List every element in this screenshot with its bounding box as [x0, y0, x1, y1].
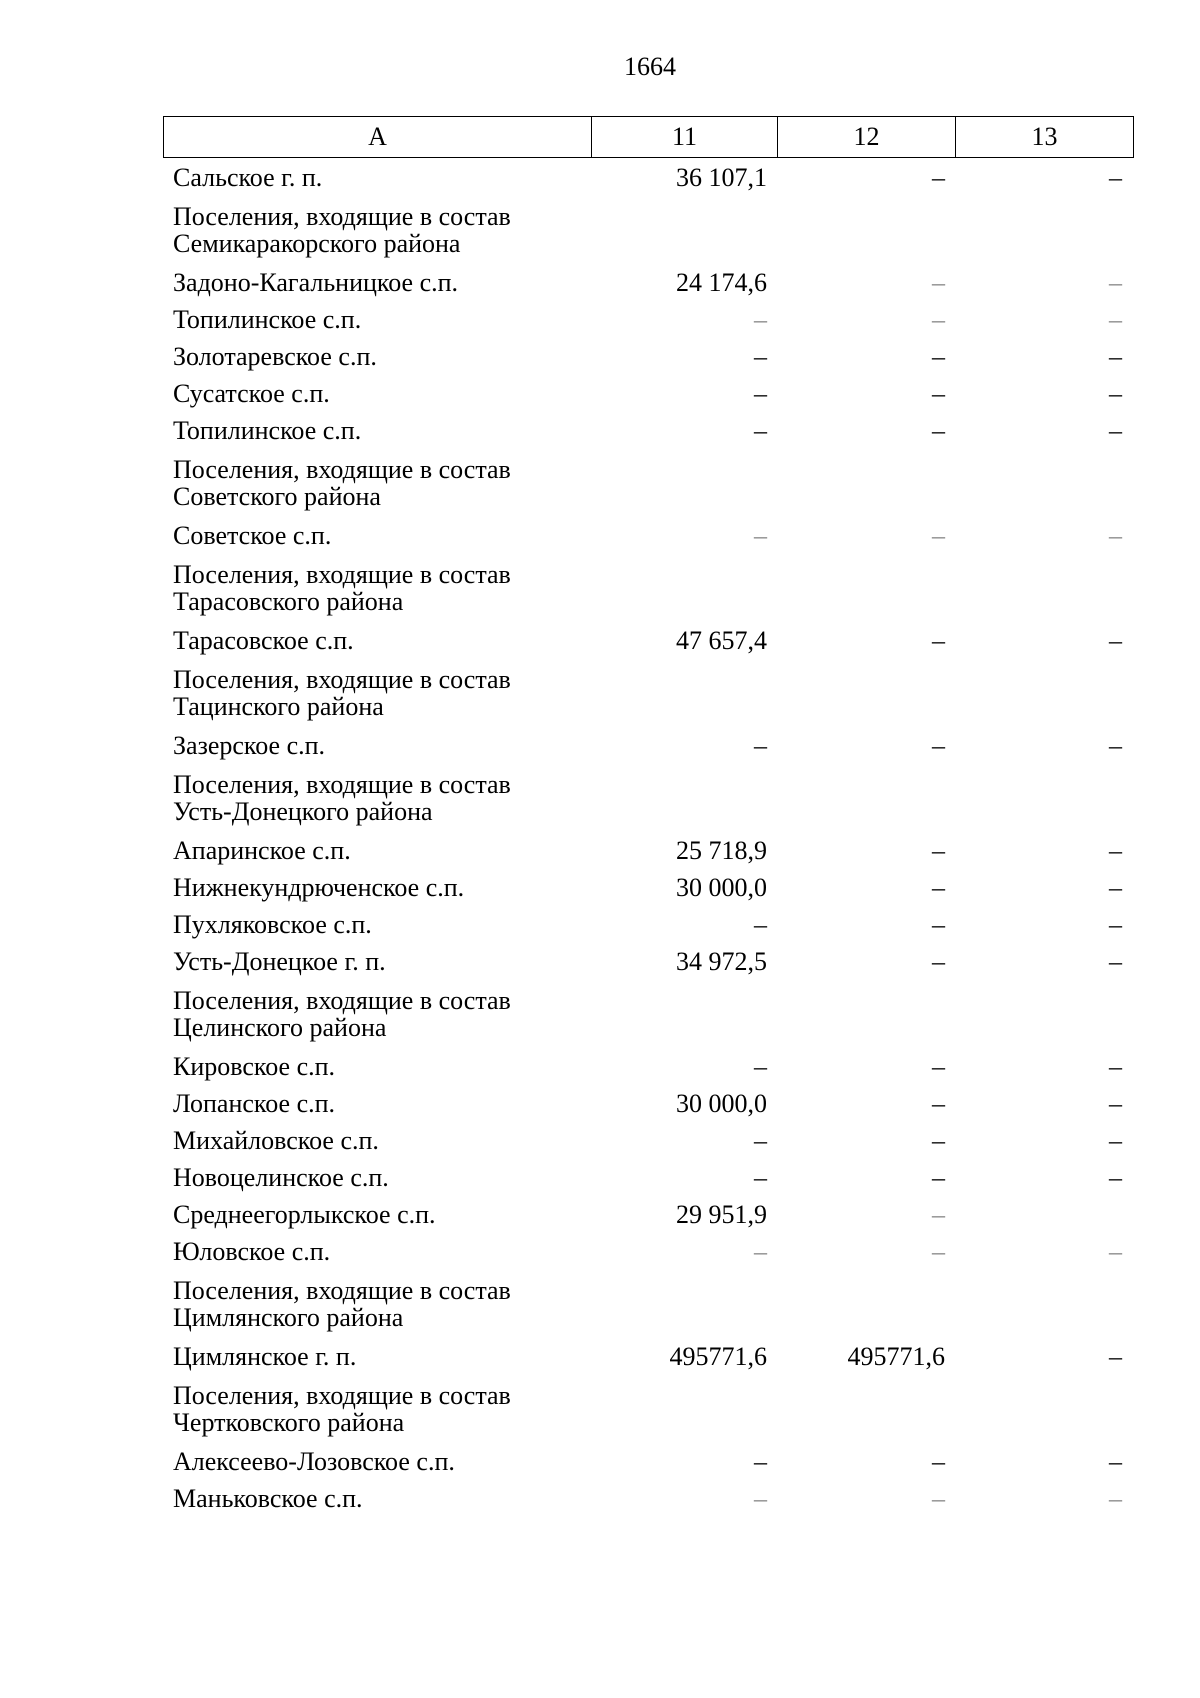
value-col-11: 495771,6	[669, 1342, 767, 1371]
value-col-12: –	[932, 1200, 945, 1229]
value-col-13: –	[1109, 731, 1122, 760]
table-row	[163, 302, 1132, 339]
value-col-13: –	[1109, 1163, 1122, 1192]
settlement-name: Среднеегорлыкское с.п.	[173, 1200, 436, 1229]
value-col-11: –	[754, 416, 767, 445]
table-row	[163, 376, 1132, 413]
table-row	[163, 1339, 1132, 1376]
value-col-13: –	[1109, 1089, 1122, 1118]
settlement-name: Алексеево-Лозовское с.п.	[173, 1447, 455, 1476]
value-col-11	[591, 456, 777, 510]
value-col-11: –	[754, 1126, 767, 1155]
settlement-name: Поселения, входящие в состав Тацинского района	[173, 665, 511, 721]
value-col-12: –	[932, 731, 945, 760]
value-col-13	[955, 1277, 1132, 1331]
header-col-a: А	[164, 117, 592, 157]
value-col-11: –	[754, 379, 767, 408]
settlement-name: Юловское с.п.	[173, 1237, 331, 1266]
value-col-12	[777, 456, 955, 510]
header-col-11: 11	[592, 117, 778, 157]
value-col-13: –	[1109, 873, 1122, 902]
table-row	[163, 728, 1132, 765]
value-col-13: –	[1109, 416, 1122, 445]
value-col-11: –	[754, 910, 767, 939]
value-col-11: 29 951,9	[676, 1200, 767, 1229]
settlement-name: Тарасовское с.п.	[173, 626, 354, 655]
value-col-12	[777, 771, 955, 825]
settlement-name: Апаринское с.п.	[173, 836, 351, 865]
value-col-12: –	[932, 1089, 945, 1118]
group-heading-row	[163, 197, 1132, 265]
settlement-name: Топилинское с.п.	[173, 305, 362, 334]
header-col-12: 12	[778, 117, 956, 157]
value-col-12: –	[932, 268, 945, 297]
value-col-12: –	[932, 163, 945, 192]
group-heading-row	[163, 981, 1132, 1049]
settlement-name: Новоцелинское с.п.	[173, 1163, 389, 1192]
value-col-11: 34 972,5	[676, 947, 767, 976]
value-col-11	[591, 1277, 777, 1331]
value-col-13: –	[1109, 163, 1122, 192]
table-row	[163, 1444, 1132, 1481]
value-col-13: –	[1109, 305, 1122, 334]
value-col-11: –	[754, 342, 767, 371]
value-col-13	[955, 987, 1132, 1041]
value-col-13	[955, 1201, 1132, 1228]
value-col-11: 30 000,0	[676, 1089, 767, 1118]
table-row	[163, 339, 1132, 376]
table-row	[163, 1160, 1132, 1197]
settlement-name: Нижнекундрюченское с.п.	[173, 873, 465, 902]
value-col-12: –	[932, 305, 945, 334]
table-row	[163, 518, 1132, 555]
value-col-13: –	[1109, 1237, 1122, 1266]
value-col-12: –	[932, 947, 945, 976]
value-col-11: –	[754, 1447, 767, 1476]
settlement-name: Задоно-Кагальницкое с.п.	[173, 268, 459, 297]
value-col-13: –	[1109, 1126, 1122, 1155]
table-row	[163, 623, 1132, 660]
value-col-13: –	[1109, 1052, 1122, 1081]
group-heading-row	[163, 1376, 1132, 1444]
header-col-13: 13	[1031, 122, 1058, 151]
value-col-12	[777, 987, 955, 1041]
value-col-12: –	[932, 1163, 945, 1192]
table-row	[163, 1123, 1132, 1160]
table-row	[163, 265, 1132, 302]
value-col-12: –	[932, 416, 945, 445]
value-col-12: –	[932, 1237, 945, 1266]
table-row	[163, 1197, 1132, 1234]
table-header	[163, 116, 1134, 158]
settlement-name: Поселения, входящие в состав Целинского района	[173, 986, 511, 1042]
value-col-12	[777, 561, 955, 615]
group-heading-row	[163, 555, 1132, 623]
value-col-11: –	[754, 305, 767, 334]
table-row	[163, 160, 1132, 197]
value-col-12: –	[932, 379, 945, 408]
value-col-13: –	[1109, 947, 1122, 976]
settlement-name: Поселения, входящие в состав Семикаракорского района	[173, 202, 511, 258]
value-col-11	[591, 203, 777, 257]
value-col-12: –	[932, 1052, 945, 1081]
value-col-11: 30 000,0	[676, 873, 767, 902]
settlement-name: Золотаревское с.п.	[173, 342, 377, 371]
value-col-13: –	[1109, 836, 1122, 865]
value-col-13	[955, 561, 1132, 615]
settlement-name: Лопанское с.п.	[173, 1089, 336, 1118]
settlement-name: Сальское г. п.	[173, 163, 323, 192]
value-col-11	[591, 1382, 777, 1436]
value-col-13: –	[1109, 342, 1122, 371]
table-row	[163, 1086, 1132, 1123]
value-col-12: –	[932, 910, 945, 939]
settlement-name: Поселения, входящие в состав Цимлянского района	[173, 1276, 511, 1332]
value-col-11	[591, 561, 777, 615]
value-col-11: 25 718,9	[676, 836, 767, 865]
settlement-name: Сусатское с.п.	[173, 379, 330, 408]
value-col-11: –	[754, 521, 767, 550]
value-col-13: –	[1109, 1484, 1122, 1513]
settlement-name: Михайловское с.п.	[173, 1126, 379, 1155]
value-col-12: –	[932, 1447, 945, 1476]
table-row	[163, 1481, 1132, 1518]
settlement-name: Цимлянское г. п.	[173, 1342, 357, 1371]
value-col-12: –	[932, 1484, 945, 1513]
group-heading-row	[163, 1271, 1132, 1339]
value-col-13	[955, 456, 1132, 510]
value-col-13	[955, 666, 1132, 720]
value-col-13: –	[1109, 268, 1122, 297]
value-col-12	[777, 1277, 955, 1331]
table-row	[163, 1234, 1132, 1271]
settlement-name: Маньковское с.п.	[173, 1484, 363, 1513]
value-col-13: –	[1109, 521, 1122, 550]
value-col-11: –	[754, 1237, 767, 1266]
value-col-12	[777, 203, 955, 257]
settlement-name: Поселения, входящие в состав Чертковского района	[173, 1381, 511, 1437]
value-col-11: 47 657,4	[676, 626, 767, 655]
value-col-12: –	[932, 342, 945, 371]
settlement-name: Усть-Донецкое г. п.	[173, 947, 386, 976]
value-col-13: –	[1109, 1447, 1122, 1476]
table-row	[163, 413, 1132, 450]
value-col-11: –	[754, 731, 767, 760]
group-heading-row	[163, 765, 1132, 833]
value-col-11: –	[754, 1484, 767, 1513]
value-col-12: –	[932, 873, 945, 902]
value-col-13: –	[1109, 379, 1122, 408]
value-col-12: –	[932, 626, 945, 655]
value-col-13	[955, 203, 1132, 257]
settlement-name: Кировское с.п.	[173, 1052, 336, 1081]
value-col-12: –	[932, 521, 945, 550]
table-body	[163, 160, 1132, 1518]
settlement-name: Топилинское с.п.	[173, 416, 362, 445]
value-col-11	[591, 987, 777, 1041]
value-col-13	[955, 771, 1132, 825]
group-heading-row	[163, 450, 1132, 518]
value-col-13	[955, 1382, 1132, 1436]
value-col-12: –	[932, 836, 945, 865]
value-col-12: 495771,6	[847, 1342, 945, 1371]
page-number: 1664	[624, 52, 676, 81]
value-col-11	[591, 771, 777, 825]
value-col-13: –	[1109, 626, 1122, 655]
settlement-name: Зазерское с.п.	[173, 731, 326, 760]
table-row	[163, 944, 1132, 981]
settlement-name: Поселения, входящие в состав Советского района	[173, 455, 511, 511]
settlement-name: Советское с.п.	[173, 521, 332, 550]
value-col-11: –	[754, 1163, 767, 1192]
value-col-13: –	[1109, 910, 1122, 939]
settlement-name: Поселения, входящие в состав Усть-Донецкого района	[173, 770, 511, 826]
group-heading-row	[163, 660, 1132, 728]
table-row	[163, 870, 1132, 907]
value-col-12	[777, 1382, 955, 1436]
value-col-11: –	[754, 1052, 767, 1081]
value-col-11	[591, 666, 777, 720]
settlement-name: Пухляковское с.п.	[173, 910, 372, 939]
table-row	[163, 1049, 1132, 1086]
value-col-11: 36 107,1	[676, 163, 767, 192]
settlement-name: Поселения, входящие в состав Тарасовского района	[173, 560, 511, 616]
value-col-11: 24 174,6	[676, 268, 767, 297]
value-col-12	[777, 666, 955, 720]
value-col-12: –	[932, 1126, 945, 1155]
table-row	[163, 833, 1132, 870]
value-col-13: –	[1109, 1342, 1122, 1371]
table-row	[163, 907, 1132, 944]
